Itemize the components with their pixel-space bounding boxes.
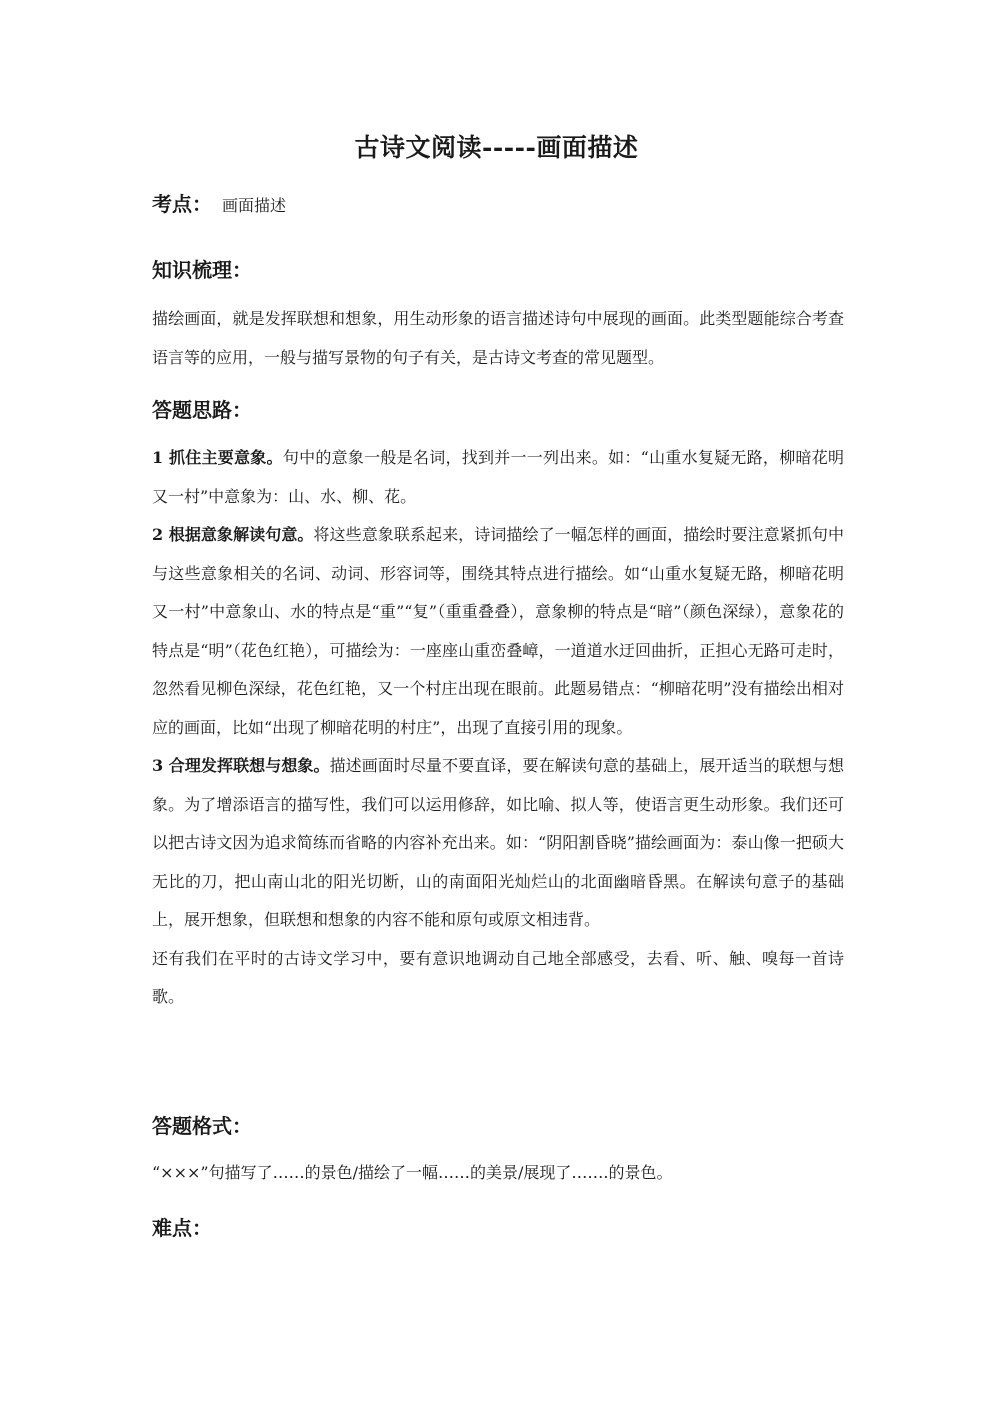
zhishi-paragraph <box>152 300 844 377</box>
silu-list <box>152 439 844 1017</box>
silu-item-3-lead: 3 合理发挥联想与想象。 <box>152 756 330 775</box>
silu-extra: 还有我们在平时的古诗文学习中，要有意识地调动自己地全部感受，去看、听、触、嗅每一首诗歌。 <box>152 948 844 1006</box>
kaodian-label: 考点： <box>152 192 212 216</box>
geshi-heading: 答题格式： <box>152 1114 252 1138</box>
zhishi-text: 描绘画面，就是发挥联想和想象，用生动形象的语言描述诗句中展现的画面。此类型题能综合考查语言等的应用，一般与描写景物的句子有关，是古诗文考查的常见题型。 <box>152 309 844 367</box>
geshi-text: “×××”句描写了……的景色/描绘了一幅……的美景/展现了…….的景色。 <box>152 1163 673 1182</box>
silu-item-3 <box>152 747 844 940</box>
silu-item-2 <box>152 516 844 747</box>
silu-heading: 答题思路： <box>152 398 252 422</box>
silu-item-1 <box>152 439 844 516</box>
kaodian-value: 画面描述 <box>222 196 287 215</box>
document-title: 古诗文阅读-----画面描述 <box>354 133 639 162</box>
silu-item-3-text: 描述画面时尽量不要直译，要在解读句意的基础上，展开适当的联想与想象。为了增添语言的描写性，我们可以运用修辞，如比喻、拟人等，使语言更生动形象。我们还可以把古诗文因为追求简练而省略的内容补充出来。如：“阴阳割昏晓”描绘画面为：泰山像一把硕大无比的刀，把山南山北的阳光切断，山的南面阳光灿烂山的北面幽暗昏黑。在解读句意子的基础上，展开想象，但联想和想象的内容不能和原句或原文相违背。 <box>152 756 844 929</box>
zhishi-heading: 知识梳理： <box>152 258 252 282</box>
silu-item-1-lead: 1 抓住主要意象。 <box>152 448 283 467</box>
silu-item-2-lead: 2 根据意象解读句意。 <box>152 525 314 544</box>
nandian-heading: 难点： <box>152 1216 212 1240</box>
silu-item-1-text: 句中的意象一般是名词，找到并一一列出来。如：“山重水复疑无路，柳暗花明又一村”中意象为：山、水、柳、花。 <box>152 448 844 506</box>
silu-item-2-text: 将这些意象联系起来，诗词描绘了一幅怎样的画面，描绘时要注意紧抓句中与这些意象相关的名词、动词、形容词等，围绕其特点进行描绘。如“山重水复疑无路，柳暗花明又一村”中意象山、水的特点是“重”“复”（重重叠叠），意象柳的特点是“暗”（颜色深绿），意象花的特点是“明”（花色红艳），可描绘为：一座座山重峦叠嶂，一道道水迂回曲折，正担心无路可走时，忽然看见柳色深绿，花色红艳，又一个村庄出现在眼前。此题易错点：“柳暗花明”没有描绘出相对应的画面，比如“出现了柳暗花明的村庄”，出现了直接引用的现象。 <box>152 525 844 737</box>
kaodian-heading <box>152 188 286 217</box>
